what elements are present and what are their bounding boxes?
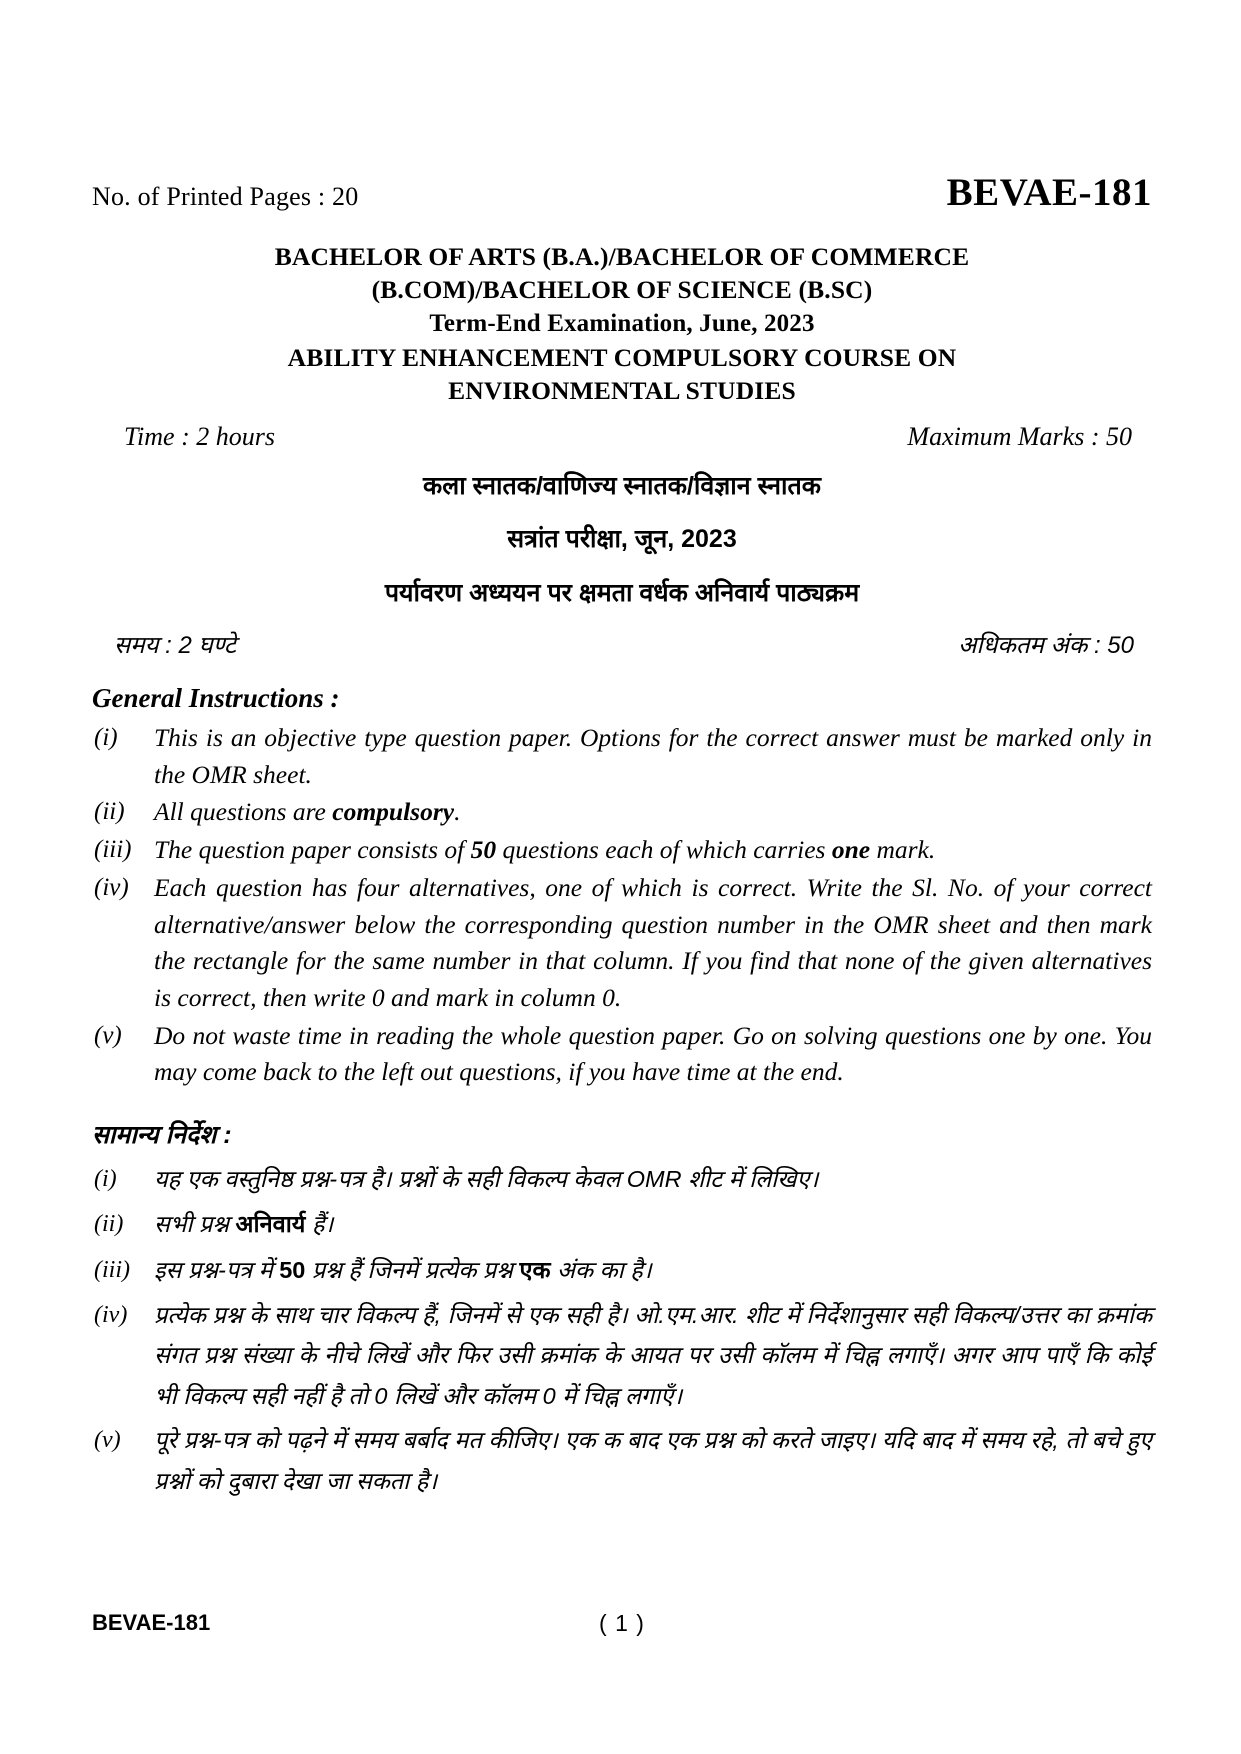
instruction-emphasis: 50	[279, 1256, 306, 1283]
instruction-text: Do not waste time in reading the whole question paper. Go on solving questions one by one. You may come back to the left out questions, if you have time at the end.	[154, 1020, 1152, 1087]
instruction-text-part: अंक का है।	[550, 1256, 652, 1283]
instruction-text: प्रत्येक प्रश्न के साथ चार विकल्प हैं, जिनमें से एक सही है। ओ.एम.आर. शीट में निर्देशानुसार सही विकल्प/उत्तर का क्रमांक संगत प्रश्न संख्या के नीचे लिखें और फिर उसी क्रमांक के आयत पर उसी कॉलम में चिह्न लगाएँ। अगर आप पाएँ कि कोई भी विकल्प सही नहीं है तो 0 लिखें और कॉलम 0 में चिह्न लगाएँ।	[154, 1301, 1152, 1409]
hindi-instructions-title: सामान्य निर्देश :	[92, 1121, 232, 1150]
english-instructions-list	[92, 720, 1152, 1091]
instruction-marker: (iv)	[94, 873, 129, 901]
page-footer	[92, 1610, 1152, 1636]
instruction-text-part: .	[454, 797, 461, 827]
instruction-marker: (v)	[94, 1021, 122, 1049]
instruction-item	[92, 1018, 1152, 1091]
hindi-title-block	[92, 468, 1152, 613]
course-code-heading: BEVAE-181	[946, 171, 1152, 214]
instruction-item	[92, 870, 1152, 1017]
instruction-item	[92, 1295, 1152, 1416]
instruction-text-part: mark.	[870, 835, 936, 865]
instruction-text-part: सभी प्रश्न	[154, 1211, 236, 1238]
hindi-course-line: पर्यावरण अध्ययन पर क्षमता वर्धक अनिवार्य पाठ्यक्रम	[384, 578, 860, 607]
english-max-marks-label: Maximum Marks : 50	[907, 421, 1132, 451]
instruction-item	[92, 1204, 1152, 1245]
english-title-line-1: BACHELOR OF ARTS (B.A.)/BACHELOR OF COMMERCE	[274, 242, 970, 271]
instruction-text	[154, 794, 1152, 831]
english-time-label: Time : 2 hours	[124, 421, 275, 451]
english-course-line-1: ABILITY ENHANCEMENT COMPULSORY COURSE ON	[287, 343, 957, 373]
instruction-marker: (iv)	[94, 1301, 128, 1328]
english-meta-row	[92, 422, 1152, 452]
instruction-text: Each question has four alternatives, one of which is correct. Write the Sl. No. of your correct alternative/answer below the corresponding question number in the OMR sheet and then mark the rectangle for the same number in that column. If you find that none of the given alternatives is correct, then write 0 and mark in column 0.	[154, 872, 1152, 1013]
page-header-row	[92, 170, 1152, 215]
instruction-item	[92, 832, 1152, 869]
instruction-text	[154, 1250, 1152, 1290]
instruction-item	[92, 1159, 1152, 1200]
instruction-text-part: The question paper consists of	[154, 835, 471, 865]
instruction-text: यह एक वस्तुनिष्ठ प्रश्न-पत्र है। प्रश्नों के सही विकल्प केवल OMR शीट में लिखिए।	[154, 1166, 819, 1193]
instruction-text: This is an objective type question paper. Options for the correct answer must be marked only in the OMR sheet.	[154, 723, 1152, 789]
instruction-emphasis: अनिवार्य	[235, 1211, 306, 1238]
hindi-instructions-list	[92, 1159, 1152, 1501]
instruction-emphasis: one	[831, 835, 871, 865]
instruction-text	[154, 832, 1152, 869]
instruction-text	[154, 1204, 1152, 1244]
instruction-marker: (ii)	[94, 1211, 124, 1238]
instruction-text: पूरे प्रश्न-पत्र को पढ़ने में समय बर्बाद मत कीजिए। एक क बाद एक प्रश्न को करते जाइए। यदि बाद में समय रहे, तो बचे हुए प्रश्नों को दुबारा देखा जा सकता है।	[154, 1427, 1152, 1494]
hindi-max-marks-label: अधिकतम अंक : 50	[958, 632, 1134, 659]
footer-course-code: BEVAE-181	[92, 1610, 211, 1635]
hindi-time-label: समय : 2 घण्टे	[114, 632, 236, 659]
instruction-marker: (v)	[94, 1427, 121, 1454]
english-instructions-title: General Instructions :	[92, 683, 340, 713]
instruction-text-part: हैं।	[305, 1211, 334, 1238]
instruction-marker: (i)	[94, 724, 118, 751]
hindi-title-line-1: कला स्नातक/वाणिज्य स्नातक/विज्ञान स्नातक	[423, 471, 821, 500]
instruction-emphasis: compulsory	[332, 797, 455, 827]
instruction-emphasis: 50	[470, 835, 497, 865]
instruction-marker: (i)	[94, 1166, 117, 1193]
instruction-item	[92, 1420, 1152, 1501]
instruction-text-part: All questions are	[154, 797, 333, 827]
instruction-marker: (ii)	[94, 798, 125, 826]
english-title-block	[92, 241, 1152, 408]
instruction-item	[92, 794, 1152, 831]
page-content	[92, 170, 1152, 1505]
english-title-line-2: (B.COM)/BACHELOR OF SCIENCE (B.SC)	[371, 274, 873, 304]
instruction-text-part: इस प्रश्न-पत्र में	[154, 1256, 280, 1283]
english-course-line-2: ENVIRONMENTAL STUDIES	[448, 375, 796, 405]
instruction-marker: (iii)	[94, 1256, 130, 1283]
instruction-marker: (iii)	[94, 836, 132, 864]
hindi-meta-row	[92, 628, 1152, 661]
printed-pages-label: No. of Printed Pages : 20	[92, 182, 359, 211]
hindi-exam-session: सत्रांत परीक्षा, जून, 2023	[507, 525, 737, 553]
instruction-text-part: questions each of which carries	[496, 835, 832, 865]
footer-page-number: ( 1 )	[599, 1610, 645, 1636]
instruction-item	[92, 1250, 1152, 1291]
instruction-item	[92, 720, 1152, 793]
english-exam-session: Term-End Examination, June, 2023	[429, 310, 815, 338]
instruction-text-part: प्रश्न हैं जिनमें प्रत्येक प्रश्न	[305, 1256, 520, 1283]
instruction-emphasis: एक	[519, 1256, 551, 1283]
